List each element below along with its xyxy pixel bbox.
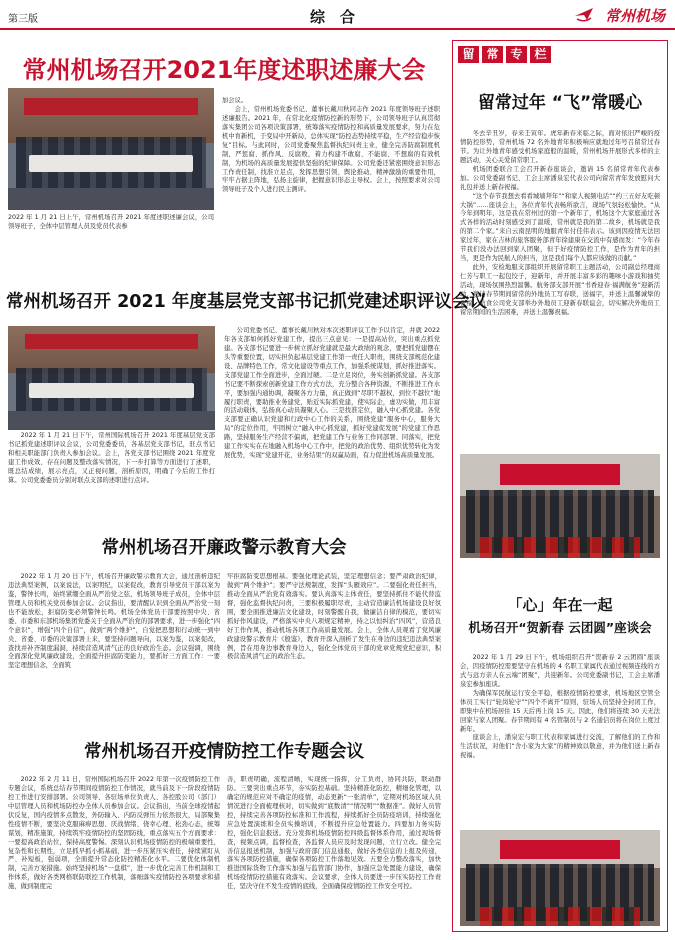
- paragraph: 善，职责明确，流程清晰，实现统一指挥，分工负责，协同共防，联动群防。三要突出重点环节，夯实防控基础。坚持精准化防控，精细化管理，以确定的规范应对不确定的疫情，动态更新“一张清单”，定期对机场区域人员情况进行全面梳理核对，切实做到“底数清”“情况明”“数据准”。做好人员管控，持续完善各项防控标准和工作流程，持续抓好全员防疫培训，持续强化应急处置演练和全员实操培训，不断提升应急处置能力。四要加力务实防控，强化信息报送。充分发挥机场疫情防控四级监督体系作用，通过现场督查，视频点调，监督检查，各监督人员应及时发现问题，立行立改。健全完善信息报送机制，加强与政府部门信息通报，做好各类信息的上报及传递，落实各项防控措施，确保各项防控工作落地见效。五要全力整改落实，加快推进国际货物工作落实加强与监管部门协作，加强应急处置能力建设，确保机场疫情防控措施有效落实。会议要求，全体人员要进一步压实防控工作责任，坚决守住不发生疫情的底线，全面确保疫情防控工作安全可控。: [227, 776, 441, 891]
- article-body-review-col1: [222, 97, 440, 237]
- paragraph: 牢拒腐防变思想根基。要强化理论武装，坚定理想信念；要严肃政治纪律，做到“两个维护”；要严守法规制度，发挥“头雁效应”。二要强化责任担当，推动全面从严治党有效落实。要认真落实主体责任，要坚持抓住不能代替监督，强化监督执纪问责，三要积极履职尽责，主动营造廉洁机场建设良好氛围，要全面推进廉洁文化建设，时刻警醒自我，做廉洁自律的模范，要切实抓好作风建设，严格落实中央八项规定精神，持之以恒纠治“四风”，营造良好工作作风，推动机场各项工作高质量发展。会上，全体人员观看了党风廉政建设警示教育片《殷鉴》，教育开深入剖析了发生在身边的违纪违法典型案例，旨在用身边事教育身边人，强化全体党员干部的党章党规党纪意识，积极营造风清气正的政治生态。: [227, 573, 441, 661]
- article-body-integrity-col2: [227, 573, 441, 721]
- article-headline-review-meeting: 常州机场召开2021年度述职述廉大会: [22, 56, 426, 84]
- sidebar-headline-cloud-reunion-bottom: 机场召开“贺新春 云团圆”座谈会: [468, 620, 652, 635]
- photo-new-year-gathering: [460, 454, 660, 558]
- paragraph: “这个春节我想去看看城墙拜年”“和家人视频电话”“约三五好友吃顿大锅”……座谈会上，各位青年代表畅所欲言，现场气氛轻松愉快。“从今年到明年，这是我在常州过的第一个新年了，机场这个大家庭通过各式各样的活动时刻感受到了温暖，常州就是我的第二故乡，机场就是我的第二个家。”来自云南昆明的地服青年付佳伟表示。该到因疫情无法回家过年，家在吉林的旅客服务部青年徐建康在交流中有感而发：“今年春节我们没办法回到家人团聚，但于好疫情防控工作，是作为青年的担当，更是作为民航人的担当，这是我们每个人都应该做的贡献。”: [460, 192, 660, 263]
- photo-review-meeting: [8, 88, 214, 210]
- article-body-integrity-col1: [8, 573, 220, 721]
- article-headline-integrity-education: 常州机场召开廉政警示教育大会: [101, 538, 347, 558]
- section-title: 综 合: [310, 8, 356, 26]
- paragraph: 冬去辛丑岁，春来壬寅年。虎年新春来临之际，面对依旧严峻的疫情防控形势，常州机场 72 名外地青年积极响应就地过年号召留常过春节。为让外地青年感受机场家庭般的温暖，常州机场开展形式多样的主题活动，关心关爱留常职工。: [460, 130, 660, 164]
- article-body-party-branch: [224, 327, 440, 517]
- paragraph: 会上，常州机场党委书记、董事长戴川秋同志作 2021 年度领导班子述职述廉报告。2021 年，在常北化疫情防控新的形势下，公司领导班子认真贯彻落实集团公司各项决策部署，统筹落实疫情防控和高质量发展要求，努力在危机中育新机，于变局中开新局，总体实现“防控态势持续平稳，生产经营稳步恢复”目标。与此同时，公司党委聚焦监督执纪问责主业，健全完善防腐制度机制，严惩腐、抓作风、反腐败，着力构建不敢腐、不能腐、不想腐的有效机制，为机场的高质量发展提供坚强的纪律保障。公司党委还紧密围绕意识形态工作责任制，找准立足点，发挥思想引领、舆论推动、精神激励的重要作用，牢牢占据主阵地，弘扬主旋律，把握意识形态主导权。会上，按照要求对公司领导班子及个人进行民主测评。: [222, 105, 440, 194]
- tag-char: 常: [482, 46, 503, 63]
- paragraph: 座谈会上，潘泉宏与职工代表和家属进行交流，了解他们的工作和生活状况，对他们“舍小家为大家”的精神致以敬意，并为他们送上新春祝福。: [460, 734, 660, 760]
- page-header: [0, 0, 675, 30]
- paragraph: 为确保军民航运行安全平稳，根据疫情防控要求，机场地区空管全体员工实行“轮岗轮守”“四个不离开”原则，驻场人员坚持全封闭工作，即集中在机场居住 15 天后再上岗 15 天。因此，他们将连续 30 天无法回家与家人团聚。春节期间有 4 名管制员与 2 名通信员将在岗位上度过新年。: [460, 689, 660, 733]
- tag-char: 专: [506, 46, 527, 63]
- paragraph: 2022 年 1 月 29 日下午，机场组织召开“贺新春 2 云团圆”座谈会，因疫情防控需要坚守在机场的 4 名职工家属代表通过视频连线的方式与远方亲人在云端“团聚”，共迎新年。公司党委副书记，工会主席潘泉宏参加座谈。: [460, 654, 660, 688]
- paragraph: 公司党委书记、董事长戴川秋对本次述职评议工作予以肯定，并就 2022 年各支部如何抓好党建工作，提出三点意见：一是提高站位，突出重点抓党建。各支部书记要进一步树立抓好党建就是最大政绩的观念，要把抓党建摆在头等重要位置，切实担负起基层党建工作第一责任人职责，围绕支部规范化建设、品牌特色工作，常文化建设等重点工作，加强系统谋划，抓好推进落实。支部党建工作全面进步，全面过硬。二是立足岗位，务实创新抓党建。各支部书记要不断探索创新党建工作方式方法，充分整合各种资源，不断推进工作水平，要加强内通协调，凝聚各方力量，真正做到“尽职不越权，到位不越位”地履行职责，要助推业务建党，贴近实际抓党建，使实际企，虚功实做，用丰富的活动载体，弘扬真心动员凝聚人心。三是找准定位，融入中心抓党建。各党支部要正确认识党建和行政中心工作的关系，围绕党建“服务中心，服务大局”的定位作用，牢固树立“融入中心抓党建，抓好党建促发展”的党建工作思路，坚持服务生产经营不偏离，把党建工作与业务工作同部署、同落实，把党建工作实实在在地融入机场中心工作中，把党的政治优势、组织优势转化为发展优势，实现“党建开花，业务结果”的双赢局面，有力促进机场高质量发展。: [224, 327, 440, 460]
- sidebar-body-cloud-reunion: [460, 654, 660, 826]
- sidebar-headline-new-year: 留常过年 “飞”常暖心: [477, 93, 643, 113]
- article-headline-epidemic-control: 常州机场召开疫情防控工作专题会议: [84, 742, 364, 762]
- paragraph: 机场团委联合工会召开新春座谈会，邀请 15 名留常青年代表参加。公司党委副书记、工会主席潘泉宏代表公司向留常青年发放慰问大礼包并送上新春祝福。: [460, 165, 660, 191]
- article-headline-party-branch: 常州机场召开 2021 年度基层党支部书记抓党建述职评议会议: [6, 292, 487, 312]
- photo-party-branch: [8, 326, 215, 430]
- paragraph: 2022 年 1 月 20 日下午，机场召开廉政警示教育大会，通过剖析违纪违法典型案例，以案说法，以案明纪，以案促改，教育引导党员干部以案为鉴，警钟长鸣，始终紧绷全面从严治党之弦，机场领导班子成员，全体中层管理人员和机关党员参加会议。会议指出，要清醒认识到全面从严治党一刻也不能放松，拒腐防变必须警钟长鸣。机场全体党员干部要按照中央、省委、市委和东部机场集团党委关于全面从严治党的部署要求，进一步强化“四个意识”，增强“四个自信”，做到“两个维护”，自觉把思想和行动统一到中央、省委、市委的决策部署上来，要坚持问题导向，以案为鉴，以案促改，查找并补齐制度漏洞，持续营造风清气正的良好政治生态。会议强调，围绕全面深化党风廉政建设，全面提升拒腐防变能力，要抓好三方面工作：一要坚定理想信念，全面筑: [8, 573, 220, 670]
- paragraph: 此外，安检地服支部组织开展留常职工主题活动，公司副总经理商仁芳与职工一起包饺子，迎新年，并开展丰富多彩的趣味小游戏和抽奖活动，现场氛围热烈温馨。航务部支部开展“书香迎春·福满航务”迎新活动，邀请春节期间留常的外地员工写春联，送福字，并送上温馨诚挚的祝福。航食公司党支部举办外地员工迎新春联谊会，切实解决外地员工留常期间的生活困难，并送上温馨祝福。: [460, 264, 660, 316]
- paragraph: 加会议。: [222, 97, 248, 104]
- special-column-tag: [458, 46, 551, 63]
- photo-caption-party-branch: 2022 年 1 月 21 日下午，常州国际机场召开 2021 年度基层党支部书记抓党建述职评议会议，公司党委委员，各基层党支部书记，驻点书记和相关职能部门负责人参加会议。会上，各党支部书记围绕 2021 年度党建工作成效、存在问题及整改落实情况，下一步打算等方面进行了述职，既总结成绩，展示亮点，又正视问题，剖析原因，明确了今后的工作打算。公司党委委员分别对联点支部的述职进行点评。: [8, 432, 215, 484]
- sidebar-body-new-year: [460, 130, 660, 448]
- photo-cloud-reunion: [460, 830, 660, 926]
- photo-caption-review-meeting: 2022 年 1 月 21 日上午，常州机场召开 2021 年度述职述廉会议，公司领导班子，全体中层管理人员及党员代表参: [8, 214, 214, 230]
- article-body-epidemic-col1: [8, 776, 220, 936]
- tag-char: 留: [458, 46, 479, 63]
- paragraph: 2022 年 2 月 11 日，常州国际机场召开 2022 年第一次疫情防控工作专题会议，系统总结春节期间疫情防控工作情况，就当前及下一阶段疫情防控工作进行安排部署。公司领导、各驻场单位负责人、各控股公司（部门）中层管理人员和机场防控办全体人员参加会议。会议指出，当前全球疫情起伏反复，国内疫情多点散发，外防输入、内防反弹压力依然很大，局部聚集性疫情不断，要坚决克服麻痹思想、厌战情绪、侥幸心理、松劲心态，统筹谋划，精准施策，持续筑牢疫情防控的坚固防线，重点落实五个方面要求：一要提高政治站位，保持高度警惕。深刻认识机场疫情防控的极端重要性，复杂性和长期性，立足抓早抓小抓基础，进一步压紧压实责任，持续紧盯从严、补短板，强弱项，全面提升常态化防控精准化水平。二要优化体制机制，完善方案措施。始终坚持机场“一盘棋”，进一步优化完善工作机制和工作体系，做好各类网格联防联控工作机制，落细落实疫情防控各项要求和措施，做到制度完: [8, 776, 220, 891]
- sidebar-headline-cloud-reunion-top: 「心」年在一起: [507, 596, 613, 614]
- masthead-logo: 常州机场: [604, 7, 665, 25]
- tag-char: 栏: [530, 46, 551, 63]
- airplane-logo-icon: [573, 4, 595, 24]
- page-number: 第三版: [8, 14, 38, 25]
- article-body-epidemic-col2: [227, 776, 441, 936]
